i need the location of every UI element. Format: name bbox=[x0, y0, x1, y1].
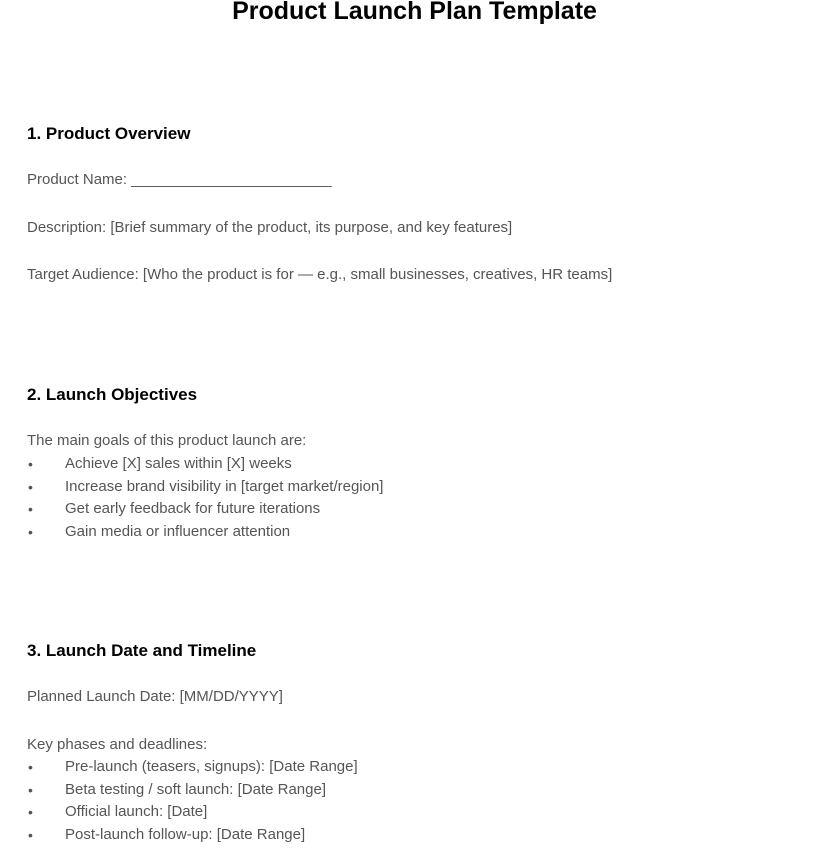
bullet-icon: • bbox=[28, 501, 33, 517]
bullet-icon: • bbox=[28, 523, 33, 540]
planned-launch-date-line: Planned Launch Date: [MM/DD/YYYY] bbox=[27, 688, 283, 705]
section-heading-launch-objectives: 2. Launch Objectives bbox=[27, 385, 198, 404]
product-name-label: Product Name: bbox=[27, 171, 132, 188]
phases-intro: Key phases and deadlines: bbox=[27, 736, 208, 753]
bullet-icon: • bbox=[28, 781, 33, 798]
document-title: Product Launch Plan Template bbox=[232, 0, 597, 25]
objectives-intro: The main goals of this product launch are: bbox=[27, 432, 307, 449]
bullet-icon: • bbox=[28, 826, 33, 843]
bullet-icon: • bbox=[28, 456, 33, 472]
bullet-icon: • bbox=[28, 759, 33, 775]
section-heading-launch-date-timeline: 3. Launch Date and Timeline bbox=[27, 641, 257, 660]
section-heading-product-overview: 1. Product Overview bbox=[27, 124, 191, 143]
bullet-icon: • bbox=[28, 804, 33, 820]
product-name-line bbox=[27, 170, 331, 190]
description-line: Description: [Brief summary of the product, its purpose, and key features] bbox=[27, 219, 513, 236]
product-name-blank: ________________________ bbox=[131, 171, 332, 188]
bullet-icon: • bbox=[28, 478, 33, 495]
target-audience-line: Target Audience: [Who the product is for — e.g., small businesses, creatives, HR teams] bbox=[27, 266, 613, 283]
